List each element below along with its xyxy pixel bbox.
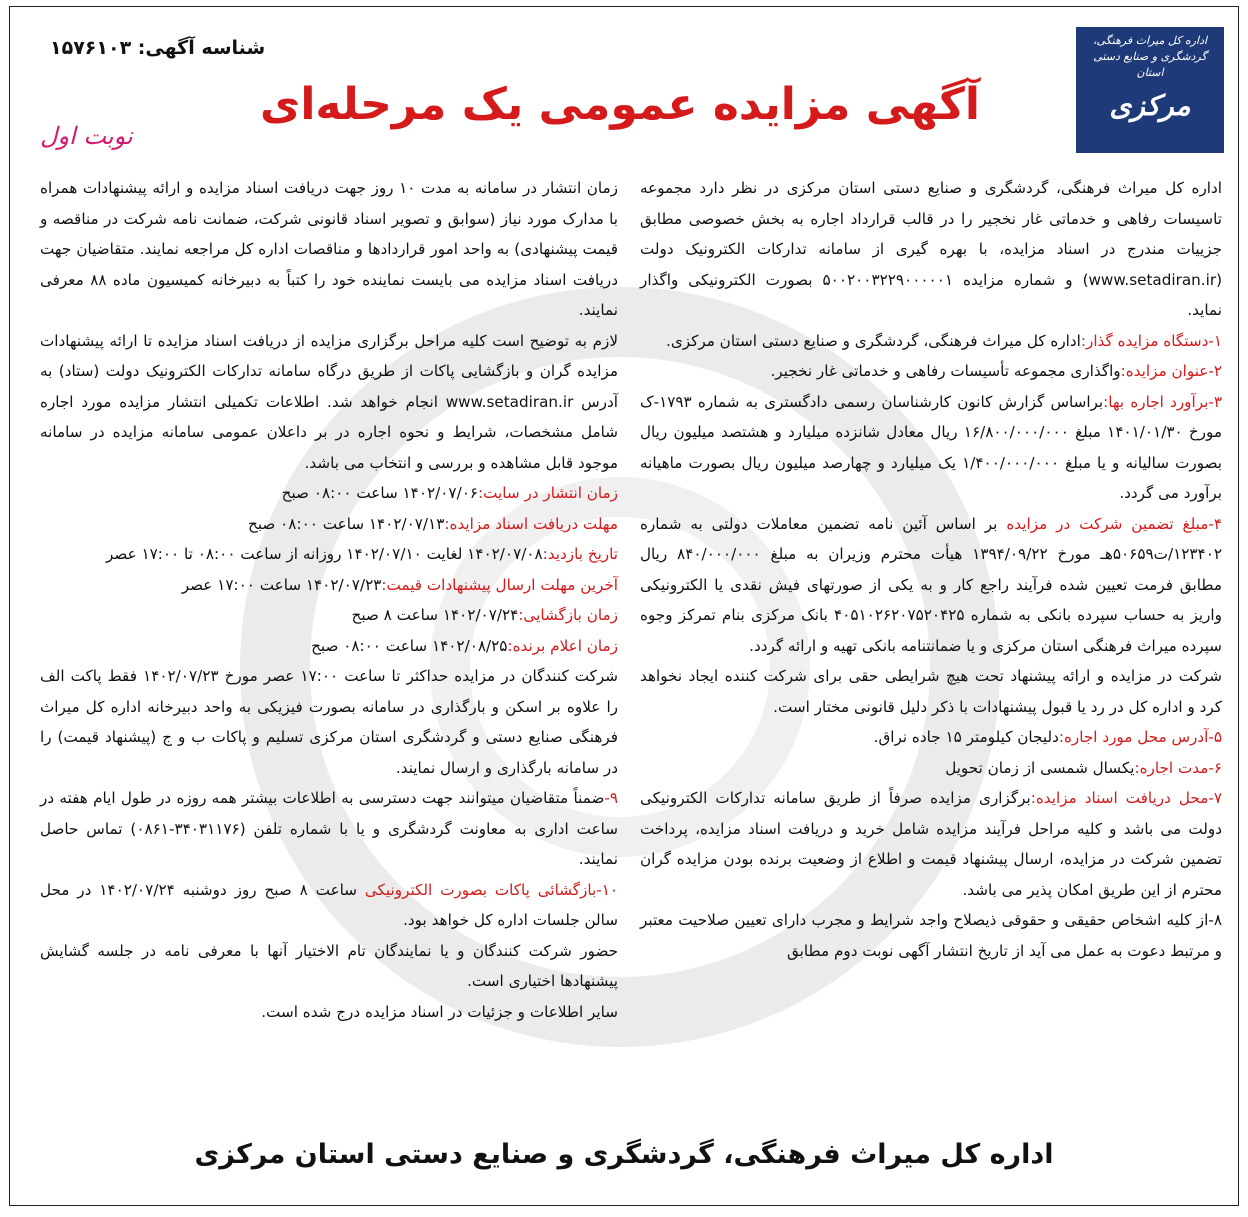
- item-4: [640, 509, 1222, 662]
- left-paragraph-4: حضور شرکت کنندگان و یا نمایندگان تام الاختیار آنها با معرفی نامه در جلسه گشایش پیشنهادها اختیاری است.: [40, 941, 618, 990]
- visit-date: [40, 539, 618, 570]
- item-9-text: ضمناً متقاضیان میتوانند جهت دسترسی به اطلاعات بیشتر همه روزه در طول ایام هفته در ساعت اداری به معاونت گردشگری و یا با شماره تلفن (۳۴۰۳۱۱۷۶-۰۸۶۱) تماس حاصل نمایند.: [40, 789, 618, 868]
- publish-time-label: زمان انتشار در سایت:: [478, 484, 618, 502]
- item-1: [640, 326, 1222, 357]
- item-5-text: دلیجان کیلومتر ۱۵ جاده نراق.: [873, 728, 1059, 746]
- item-10: [40, 875, 618, 936]
- item-10-label: ۱۰-بازگشائی پاکات بصورت الکترونیکی: [364, 880, 619, 899]
- bid-deadline: [40, 570, 618, 601]
- item-5: [640, 722, 1222, 753]
- winner-time-label: زمان اعلام برنده:: [507, 636, 618, 655]
- item-6-text: یکسال شمسی از زمان تحویل: [945, 758, 1135, 777]
- item-7-text: برگزاری مزایده صرفاً از طریق سامانه تدارکات الکترونیکی دولت می باشد و کلیه مراحل فرآیند مزایده شامل خرید و دریافت اسناد مزایده، پرداخت تضمین شرکت در مزایده، ارسال پیشنهاد قیمت و اطلاع از وضعیت برنده بودن مزایده گران محترم از این طریق امکان پذیر می باشد.: [640, 789, 1222, 899]
- item-10-text: ساعت ۸ صبح روز دوشنبه ۱۴۰۲/۰۷/۲۴ در محل سالن جلسات اداره کل خواهد بود.: [40, 880, 618, 929]
- bid-deadline-label: آخرین مهلت ارسال پیشنهادات قیمت:: [381, 575, 618, 594]
- publish-time-value: ۱۴۰۲/۰۷/۰۶ ساعت ۰۸:۰۰ صبح: [281, 484, 479, 502]
- left-paragraph-5: سایر اطلاعات و جزئیات در اسناد مزایده درج شده است.: [261, 1002, 618, 1021]
- item-7-label: ۷-محل دریافت اسناد مزایده:: [1030, 789, 1222, 807]
- winner-time: [40, 631, 618, 662]
- item-8: ۸-از کلیه اشخاص حقیقی و حقوقی ذیصلاح واجد شرایط و مجرب دارای تعیین صلاحیت معتبر و مرتبط دعوت به عمل می آید از تاریخ انتشار آگهی نوبت دوم مطابق: [640, 911, 1222, 960]
- notice-page: [9, 6, 1239, 1206]
- opening-time-value: ۱۴۰۲/۰۷/۲۴ ساعت ۸ صبح: [351, 606, 519, 624]
- opening-time: [40, 600, 618, 631]
- left-paragraph-3: شرکت کنندگان در مزایده حداکثر تا ساعت ۱۷:۰۰ عصر مورخ ۱۴۰۲/۰۷/۲۳ فقط پاکت الف را علاوه بر اسکن و بارگذاری در سامانه بصورت فیزیکی به واحد دبیرخانه اداره کل میراث فرهنگی صنایع دستی و گردشگری استان مرکزی تسلیم و پاکات ب و ج (پیشنهاد قیمت) را در سامانه بارگذاری و ارسال نمایند.: [40, 667, 618, 777]
- item-3-label: ۳-برآورد اجاره بها:: [1103, 392, 1222, 411]
- right-column: [640, 173, 1222, 966]
- logo-line-1: اداره کل میراث فرهنگی، گردشگری و صنایع دستی استان: [1092, 34, 1208, 79]
- docs-deadline-label: مهلت دریافت اسناد مزایده:: [444, 514, 618, 533]
- item-6: [640, 753, 1222, 784]
- visit-date-value: ۱۴۰۲/۰۷/۰۸ لغایت ۱۴۰۲/۰۷/۱۰ روزانه از ساعت ۰۸:۰۰ تا ۱۷:۰۰ عصر: [106, 545, 543, 563]
- item-2: [640, 356, 1222, 387]
- left-paragraph-1: زمان انتشار در سامانه به مدت ۱۰ روز جهت دریافت اسناد مزایده و ارائه پیشنهادات همراه با مدارک مورد نیاز (سوابق و تصویر اسناد قانونی شرکت، ضمانت نامه شرکت در مناقصه و قیمت پیشنهادی) به واحد امور قراردادها و مناقصات اداره کل مراجعه نمایند. متقاضیان جهت دریافت اسناد مزایده می بایست نماینده خود را کتباً به دبیرخانه کمیسیون ماده ۸۸ معرفی نمایند.: [40, 179, 618, 319]
- item-2-label: ۲-عنوان مزایده:: [1120, 362, 1222, 380]
- ad-id: شناسه آگهی: ۱۵۷۶۱۰۳: [50, 37, 266, 59]
- rights-paragraph: شرکت در مزایده و ارائه پیشنهاد تحت هیچ شرایطی حقی برای شرکت کننده ایجاد نخواهد کرد و اداره کل در رد یا قبول پیشنهادات با ذکر دلیل قانونی مختار است.: [640, 667, 1222, 716]
- docs-deadline-value: ۱۴۰۲/۰۷/۱۳ ساعت ۰۸:۰۰ صبح: [248, 514, 445, 533]
- item-1-text: اداره کل میراث فرهنگی، گردشگری و صنایع دستی استان مرکزی.: [666, 331, 1081, 350]
- round-label: نوبت اول: [40, 122, 133, 150]
- item-5-label: ۵-آدرس محل مورد اجاره:: [1058, 728, 1222, 746]
- organization-logo: [1076, 27, 1224, 153]
- page-title: آگهی مزایده عمومی یک مرحله‌ای: [260, 79, 980, 130]
- winner-time-value: ۱۴۰۲/۰۸/۲۵ ساعت ۰۸:۰۰ صبح: [311, 636, 508, 655]
- visit-date-label: تاریخ بازدید:: [542, 545, 618, 563]
- docs-deadline: [40, 509, 618, 540]
- logo-line-2: مرکزی: [1109, 89, 1191, 122]
- left-column: [40, 173, 618, 1027]
- left-paragraph-2: لازم به توضیح است کلیه مراحل برگزاری مزایده از دریافت اسناد مزایده تا ارائه پیشنهادات مزایده گران و بازگشایی پاکات از طریق درگاه سامانه تدارکات الکترونیک دولت (ستاد) به آدرس www.setadiran.ir انجام خواهد شد. اطلاعات تکمیلی انتشار مزایده مورد اجاره شامل مشخصات، شرایط و نحوه اجاره در بر داعلان عمومی سامانه مزایده در سامانه موجود قابل مشاهده و بررسی و انتخاب می باشد.: [40, 331, 618, 472]
- item-9: [40, 783, 618, 875]
- bid-deadline-value: ۱۴۰۲/۰۷/۲۳ ساعت ۱۷:۰۰ عصر: [181, 575, 382, 594]
- item-4-text: بر اساس آئین نامه تضمین معاملات دولتی به شماره ۱۲۳۴۰۲/ت۵۰۶۵۹هـ مورخ ۱۳۹۴/۰۹/۲۲ هیأت محترم وزیران به مبلغ ۸۴۰/۰۰۰/۰۰۰ ریال مطابق فرمت تعیین شده فرآیند راجع کار و به یکی از صورتهای فیش نقدی یا الکترونیکی واریز به حساب سپرده بانکی به شماره ۴۰۵۱۰۲۶۲۰۷۵۲۰۴۲۵ بانک مرکزی بنام تمرکز وجوه سپرده میراث فرهنگی استان مرکزی و یا ضمانتنامه بانکی تهیه و ارائه گردد.: [640, 514, 1223, 655]
- item-1-label: ۱-دستگاه مزایده گذار:: [1080, 331, 1222, 350]
- item-9-label: ۹-: [604, 789, 618, 807]
- intro-paragraph: اداره کل میراث فرهنگی، گردشگری و صنایع دستی استان مرکزی در نظر دارد مجموعه تاسیسات رفاهی و خدماتی غار نخجیر را در قالب قرارداد اجاره به بخش خصوصی مطابق جزییات مندرج در اسناد مزایده، با بهره گیری از سامانه تدارکات الکترونیک دولت (www.setadiran.ir) و شماره مزایده ۵۰۰۲۰۰۳۲۲۹۰۰۰۰۰۱ بصورت الکترونیکی واگذار نماید.: [640, 179, 1222, 319]
- item-4-label: ۴-مبلغ تضمین شرکت در مزایده: [1006, 514, 1223, 533]
- item-3-text: براساس گزارش کانون کارشناسان رسمی دادگستری به شماره ۱۷۹۳-ک مورخ ۱۴۰۱/۰۱/۳۰ مبلغ ۱۶/۸۰۰/۰۰۰/۰۰۰ ریال معادل شانزده میلیارد و هشتصد میلیون ریال بصورت سالیانه و یا مبلغ ۱/۴۰۰/۰۰۰/۰۰۰ یک میلیارد و چهارصد میلیون ریال بصورت ماهیانه برآورد می گردد.: [640, 392, 1223, 502]
- footer-org-name: اداره کل میراث فرهنگی، گردشگری و صنایع دستی استان مرکزی: [194, 1139, 1054, 1170]
- publish-time: [40, 478, 618, 509]
- item-6-label: ۶-مدت اجاره:: [1134, 758, 1222, 777]
- opening-time-label: زمان بازگشایی:: [518, 606, 618, 624]
- item-2-text: واگذاری مجموعه تأسیسات رفاهی و خدماتی غار نخجیر.: [770, 362, 1121, 380]
- item-7: [640, 783, 1222, 905]
- item-3: [640, 387, 1222, 509]
